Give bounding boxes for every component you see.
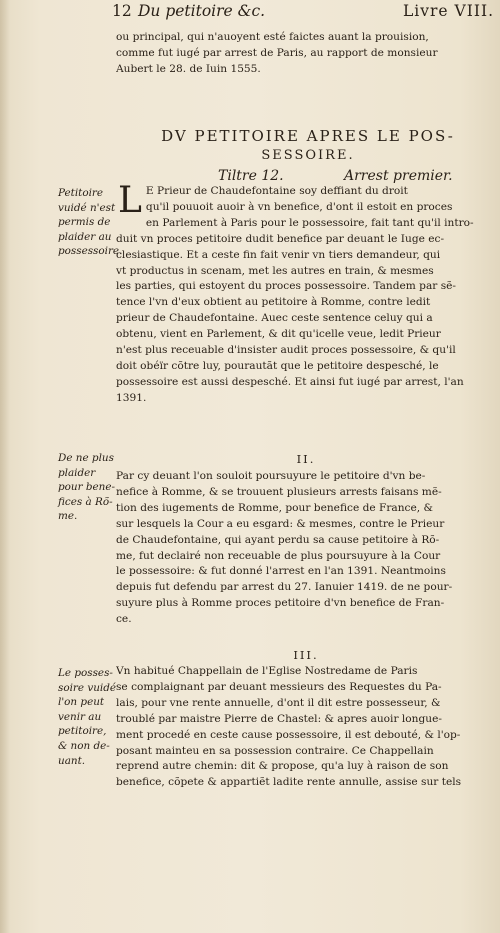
drop-cap: L: [118, 180, 142, 221]
text-line: Aubert le 28. de Iuin 1555.: [116, 62, 261, 75]
margin-line: permis de: [58, 216, 111, 229]
text-line: 1391.: [116, 391, 147, 404]
chapter-heading-continued: SESSOIRE.: [261, 148, 355, 163]
text-line: obtenu, vient en Parlement, & dit qu'icelle veue, ledit Prieur: [116, 328, 441, 341]
text-line: le possessoire: & fut donné l'arrest en l'an 1391. Neantmoins: [116, 565, 446, 578]
section-3-text: [116, 664, 496, 791]
text-line: clesiastique. Et a ceste fin fait venir vn tiers demandeur, qui: [116, 248, 441, 261]
margin-line: & non de-: [58, 739, 110, 752]
text-line: lais, pour vne rente annuelle, d'ont il dit estre possesseur, &: [116, 696, 441, 709]
text-line: suyure plus à Romme proces petitoire d'vn benefice de Fran-: [116, 597, 445, 610]
text-line: posant mainteu en sa possession contraire. Ce Chappellain: [116, 744, 434, 757]
margin-line: possessoire.: [58, 245, 123, 258]
section-3-number: III.: [293, 648, 319, 662]
margin-line: petitoire,: [58, 725, 107, 738]
text-line: possessoire est aussi despesché. Et ainsi fut iugé par arrest, l'an: [116, 375, 464, 388]
text-line: duit vn proces petitoire dudit benefice par deuant le Iuge ec-: [116, 232, 445, 245]
text-line: ce.: [116, 613, 132, 626]
text-line: me, fut declairé non receuable de plus poursuyure à la Cour: [116, 549, 441, 562]
book-label: Livre VIII.: [402, 2, 494, 20]
section-2-text: [116, 469, 496, 628]
text-line: E Prieur de Chaudefontaine soy deffiant du droit: [145, 185, 408, 197]
text-line: tion des iugements de Romme, pour benefice de France, &: [116, 501, 433, 514]
text-line: Vn habitué Chappellain de l'Eglise Nostredame de Paris: [116, 665, 418, 677]
margin-note-3: [58, 666, 120, 768]
text-line: tence l'vn d'eux obtient au petitoire à Romme, contre ledit: [116, 296, 431, 309]
margin-line: me.: [58, 510, 78, 523]
title-number: Tiltre 12.: [218, 168, 284, 184]
text-line: en Parlement à Paris pour le possessoire, fait tant qu'il intro-: [145, 216, 474, 229]
text-line: ou principal, qui n'auoyent esté faictes auant la prouision,: [116, 31, 429, 43]
margin-note-1: [58, 186, 123, 259]
margin-line: plaider au: [58, 230, 112, 243]
running-header: [112, 2, 494, 26]
margin-line: Petitoire: [58, 187, 104, 199]
chapter-heading: DV PETITOIRE APRES LE POS-: [161, 127, 455, 145]
arrest-label: Arrest premier.: [344, 168, 453, 184]
text-line: prieur de Chaudefontaine. Auec ceste sentence celuy qui a: [116, 312, 433, 325]
text-line: troublé par maistre Pierre de Chastel: & apres auoir longue-: [116, 712, 442, 725]
margin-line: De ne plus: [58, 452, 114, 464]
margin-line: vuidé n'est: [58, 201, 116, 214]
text-line: depuis fut defendu par arrest du 27. Ianuier 1419. de ne pour-: [116, 581, 453, 594]
margin-line: soire vuidé: [58, 681, 117, 694]
margin-line: Le posses-: [58, 667, 113, 679]
text-line: se complaignant par deuant messieurs des Requestes du Pa-: [116, 680, 442, 693]
margin-line: l'on peut: [58, 696, 105, 709]
text-line: n'est plus receuable d'insister audit proces possessoire, & qu'il: [116, 344, 456, 357]
text-line: ment procedé en ceste cause possessoire, il est debouté, & l'op-: [116, 728, 461, 741]
text-line: comme fut iugé par arrest de Paris, au rapport de monsieur: [116, 46, 438, 59]
continued-text: [116, 30, 496, 78]
margin-line: pour bene-: [58, 481, 116, 494]
text-line: reprend autre chemin: dit & propose, qu'a luy à raison de son: [116, 760, 449, 773]
text-line: doit obéïr cõtre luy, pourautãt que le petitoire despesché, le: [116, 359, 439, 372]
text-line: Par cy deuant l'on souloit poursuyure le petitoire d'vn be-: [116, 470, 426, 482]
text-line: les parties, qui estoyent du proces possessoire. Tandem par sẽ-: [116, 280, 456, 293]
margin-line: uant.: [58, 754, 86, 767]
text-line: vt productus in scenam, met les autres en train, & mesmes: [116, 264, 434, 277]
margin-note-2: [58, 451, 120, 524]
section-2-number: II.: [296, 452, 316, 466]
margin-line: fices à Rõ-: [58, 495, 113, 508]
text-line: de Chaudefontaine, qui ayant perdu sa cause petitoire à Rõ-: [116, 533, 440, 546]
page-gutter-shadow: [0, 0, 10, 933]
section-1-text: [116, 180, 496, 407]
margin-line: plaider: [58, 466, 96, 479]
text-line: nefice à Romme, & se trouuent plusieurs arrests faisans mẽ-: [116, 485, 442, 498]
text-line: benefice, cõpete & appartiẽt ladite rente annulle, assise sur tels: [116, 776, 462, 789]
text-line: sur lesquels la Cour a eu esgard: & mesmes, contre le Prieur: [116, 517, 445, 530]
running-title: Du petitoire &c.: [138, 2, 266, 20]
margin-line: venir au: [58, 710, 102, 723]
page-number: 12: [112, 2, 132, 20]
text-line: qu'il pouuoit auoir à vn benefice, d'ont il estoit en proces: [145, 200, 453, 213]
